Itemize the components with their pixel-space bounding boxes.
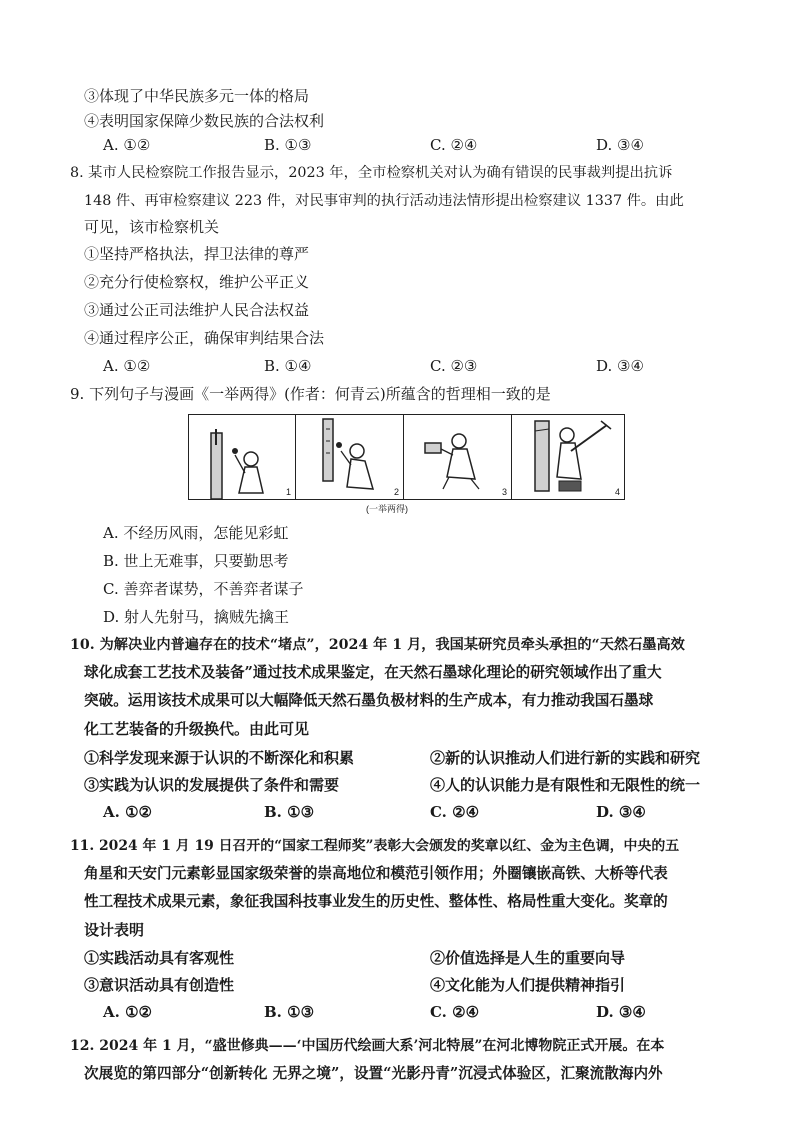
q7-option-d[interactable]: D. ③④ (596, 136, 644, 154)
q10-item-3: ③实践为认识的发展提供了条件和需要 (84, 776, 340, 794)
q11-item-4: ④文化能为人们提供精神指引 (430, 976, 626, 994)
q9-stem: 9. 下列句子与漫画《一举两得》(作者：何青云)所蕴含的哲理相一致的是 (70, 385, 551, 403)
q11-stem-line2: 角星和天安门元素彰显国家级荣誉的崇高地位和模范引领作用；外圈镶嵌高铁、大桥等代表 (84, 865, 668, 882)
q8-stem-line1: 8. 某市人民检察院工作报告显示，2023 年，全市检察机关对认为确有错误的民事裁判提出抗诉 (70, 165, 673, 181)
q11-stem-line4: 设计表明 (84, 921, 145, 939)
q8-stem-line3: 可见，该市检察机关 (84, 218, 220, 236)
q7-item-3: ③体现了中华民族多元一体的格局 (84, 87, 310, 105)
comic-panel-2 (295, 415, 404, 499)
q7-option-a[interactable]: A. ①② (103, 136, 151, 154)
q11-option-a[interactable]: A. ①② (103, 1003, 152, 1021)
q11-option-b[interactable]: B. ①③ (264, 1003, 315, 1021)
comic-panel-4-number: 4 (614, 487, 620, 497)
q8-stem-line2: 148 件、再审检察建议 223 件，对民事审判的执行活动违法情形提出检察建议 1337 件。由此 (84, 193, 684, 209)
q11-option-c[interactable]: C. ②④ (430, 1003, 480, 1021)
q12-stem-line2: 次展览的第四部分“创新转化 无界之境”，设置“光影丹青”沉浸式体验区，汇聚流散海内外 (84, 1065, 663, 1082)
q10-stem-line4: 化工艺装备的升级换代。由此可见 (84, 720, 310, 738)
q11-item-2: ②价值选择是人生的重要向导 (430, 949, 626, 967)
comic-panel-1-drawing (189, 415, 295, 499)
comic-panel-3 (403, 415, 512, 499)
q10-item-4: ④人的认识能力是有限性和无限性的统一 (430, 776, 701, 794)
q7-option-b[interactable]: B. ①③ (264, 136, 312, 154)
q7-option-c[interactable]: C. ②④ (430, 136, 478, 154)
q8-item-2: ②充分行使检察权，维护公平正义 (84, 273, 310, 291)
q8-option-c[interactable]: C. ②③ (430, 357, 478, 375)
q8-item-1: ①坚持严格执法，捍卫法律的尊严 (84, 245, 310, 263)
comic-panel-3-number: 3 (501, 487, 507, 497)
q10-stem-line2: 球化成套工艺技术及装备”通过技术成果鉴定，在天然石墨球化理论的研究领域作出了重大 (84, 664, 662, 681)
q11-stem-line1: 11. 2024 年 1 月 19 日召开的“国家工程师奖”表彰大会颁发的奖章以红、金为主色调，中央的五 (70, 838, 680, 854)
q10-option-d[interactable]: D. ③④ (596, 803, 646, 821)
comic-panel-4 (511, 415, 624, 499)
q9-option-a[interactable]: A. 不经历风雨，怎能见彩虹 (103, 524, 289, 542)
comic-panel-2-drawing (295, 415, 403, 499)
q11-item-3: ③意识活动具有创造性 (84, 976, 235, 994)
q10-option-c[interactable]: C. ②④ (430, 803, 480, 821)
comic-caption: (一举两得) (366, 504, 408, 514)
comic-panel-1-number: 1 (285, 487, 291, 497)
comic-panel-2-number: 2 (393, 487, 399, 497)
comic-panel-4-drawing (511, 415, 624, 499)
q8-option-b[interactable]: B. ①④ (264, 357, 312, 375)
q8-item-3: ③通过公正司法维护人民合法权益 (84, 301, 310, 319)
q10-option-b[interactable]: B. ①③ (264, 803, 315, 821)
q10-option-a[interactable]: A. ①② (103, 803, 152, 821)
q9-option-c[interactable]: C. 善弈者谋势，不善弈者谋子 (103, 580, 304, 598)
q7-item-4: ④表明国家保障少数民族的合法权利 (84, 112, 325, 130)
q10-item-2: ②新的认识推动人们进行新的实践和研究 (430, 749, 701, 767)
q8-item-4: ④通过程序公正，确保审判结果合法 (84, 329, 325, 347)
q11-option-d[interactable]: D. ③④ (596, 1003, 646, 1021)
comic-panel-3-drawing (403, 415, 511, 499)
comic-panel-1 (189, 415, 296, 499)
q9-option-d[interactable]: D. 射人先射马，擒贼先擒王 (103, 608, 290, 626)
q12-stem-line1: 12. 2024 年 1 月，“盛世修典——‘中国历代绘画大系’河北特展”在河北博物院正式开展。在本 (70, 1038, 665, 1054)
q11-stem-line3: 性工程技术成果元素，象征我国科技事业发生的历史性、整体性、格局性重大变化。奖章的 (84, 893, 668, 910)
q11-item-1: ①实践活动具有客观性 (84, 949, 235, 967)
q10-item-1: ①科学发现来源于认识的不断深化和积累 (84, 749, 355, 767)
q10-stem-line1: 10. 为解决业内普遍存在的技术“堵点”，2024 年 1 月，我国某研究员牵头承担的“天然石墨高效 (70, 637, 685, 653)
q8-option-d[interactable]: D. ③④ (596, 357, 644, 375)
comic-strip (188, 414, 625, 500)
q8-option-a[interactable]: A. ①② (103, 357, 151, 375)
q9-option-b[interactable]: B. 世上无难事，只要勤思考 (103, 552, 289, 570)
q10-stem-line3: 突破。运用该技术成果可以大幅降低天然石墨负极材料的生产成本，有力推动我国石墨球 (84, 692, 654, 709)
